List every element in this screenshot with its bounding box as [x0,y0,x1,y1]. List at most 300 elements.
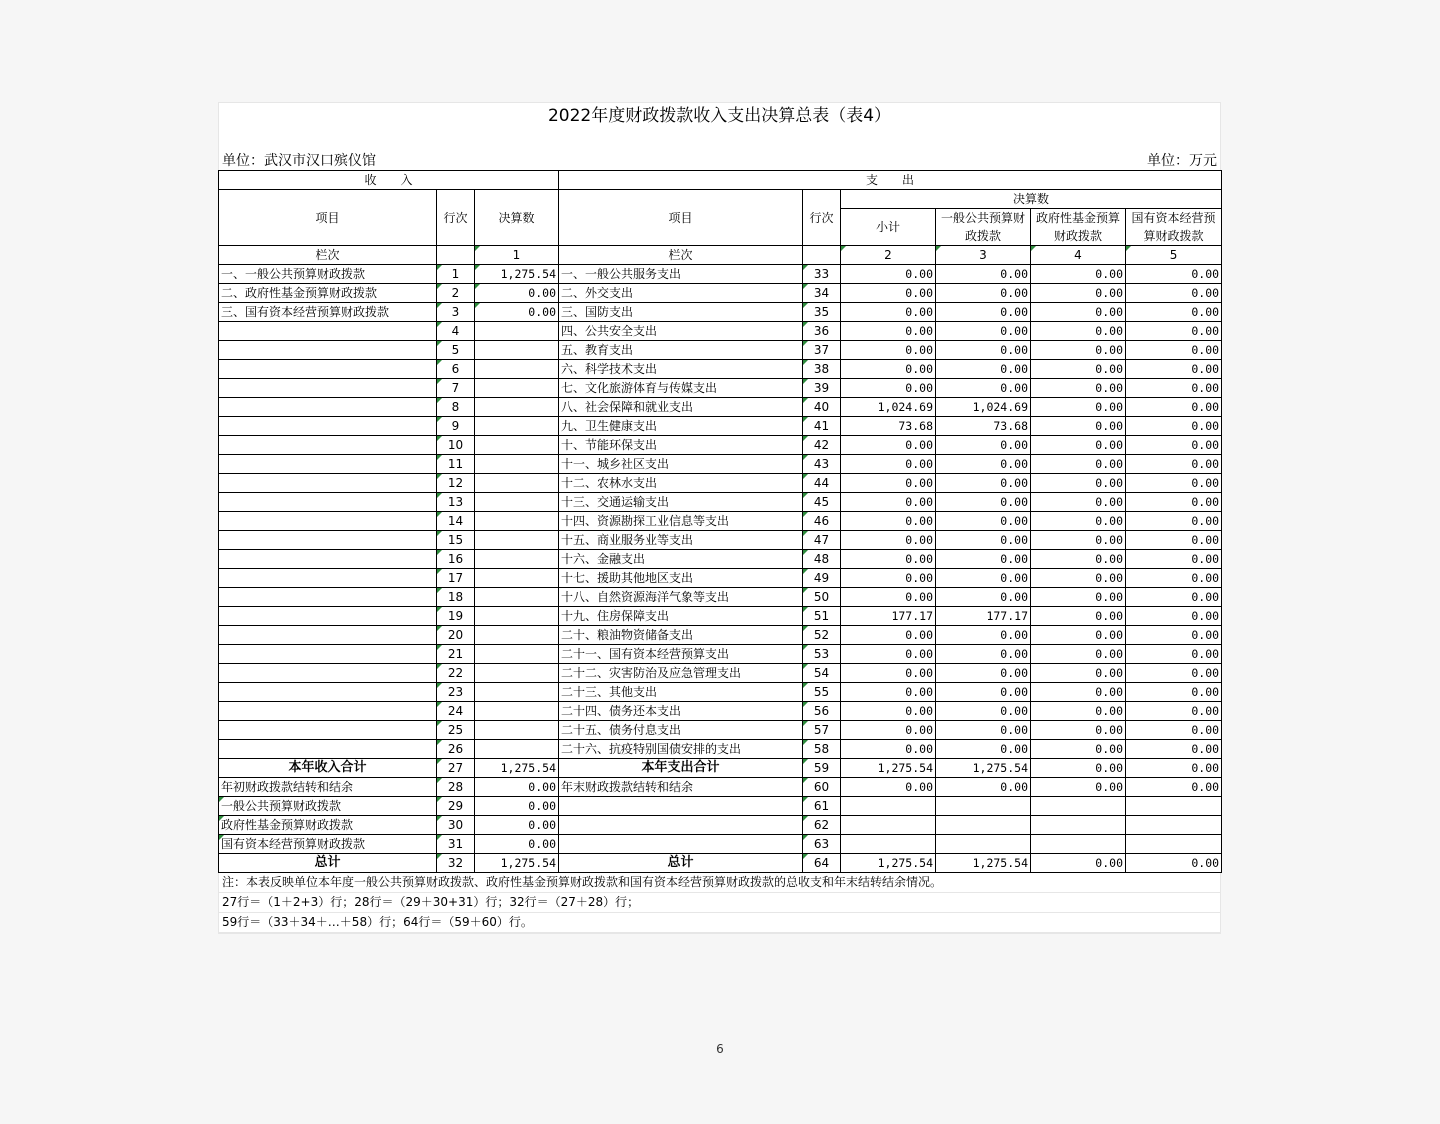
table-row [219,702,1222,721]
line-number: 26 [437,740,475,759]
amount-cell: 0.00 [936,265,1031,284]
amount-cell: 0.00 [1031,854,1126,873]
amount-cell: 0.00 [1126,474,1222,493]
juesuan-header: 决算数 [841,190,1222,209]
line-number: 45 [803,493,841,512]
income-item [219,341,437,360]
table-row [219,341,1222,360]
income-item [219,474,437,493]
carry-out-label: 年末财政拨款结转和结余 [559,778,803,797]
amount-cell: 0.00 [936,493,1031,512]
amount-cell: 0.00 [1031,360,1126,379]
grand-total-expense-label: 总计 [559,854,803,873]
amount-cell: 0.00 [475,303,559,322]
blank-cell [841,816,936,835]
expense-item: 十五、商业服务业等支出 [559,531,803,550]
amount-cell [475,341,559,360]
amount-cell: 0.00 [1126,740,1222,759]
table-row [219,379,1222,398]
table-row [219,607,1222,626]
amount-cell: 0.00 [841,284,936,303]
income-item: 二、政府性基金预算财政拨款 [219,284,437,303]
notes-section [218,873,1221,934]
expense-item: 十六、金融支出 [559,550,803,569]
expense-item: 三、国防支出 [559,303,803,322]
amount-cell: 177.17 [841,607,936,626]
amount-cell: 0.00 [841,436,936,455]
amount-cell: 1,024.69 [936,398,1031,417]
blank-cell [803,246,841,265]
expense-item: 十三、交通运输支出 [559,493,803,512]
amount-cell: 0.00 [475,797,559,816]
fund-header: 政府性基金预算财政拨款 [1031,209,1126,246]
amount-cell [475,436,559,455]
expense-line-header: 行次 [803,190,841,246]
amount-cell [475,474,559,493]
amount-cell: 0.00 [841,512,936,531]
line-number: 49 [803,569,841,588]
line-number: 37 [803,341,841,360]
amount-cell: 73.68 [841,417,936,436]
expense-item: 二十一、国有资本经营预算支出 [559,645,803,664]
amount-cell: 0.00 [1031,664,1126,683]
amount-cell: 0.00 [841,569,936,588]
carry-general-label: 一般公共预算财政拨款 [219,797,437,816]
expense-item: 十七、援助其他地区支出 [559,569,803,588]
amount-cell: 0.00 [1031,455,1126,474]
amount-cell: 1,275.54 [936,759,1031,778]
amount-cell: 0.00 [936,778,1031,797]
report-sheet [218,102,1221,934]
line-number: 9 [437,417,475,436]
amount-cell [475,550,559,569]
income-item [219,740,437,759]
amount-cell: 0.00 [1126,284,1222,303]
income-item [219,569,437,588]
amount-cell: 0.00 [1031,550,1126,569]
line-number: 20 [437,626,475,645]
blank-cell [841,797,936,816]
line-number: 54 [803,664,841,683]
amount-cell: 0.00 [936,645,1031,664]
subtotal-header: 小计 [841,209,936,246]
amount-cell: 0.00 [1031,588,1126,607]
line-number: 5 [437,341,475,360]
amount-cell: 0.00 [841,778,936,797]
blank-cell [1126,835,1222,854]
carry-fund-label: 政府性基金预算财政拨款 [219,816,437,835]
amount-cell: 0.00 [1031,683,1126,702]
expense-total-label: 本年支出合计 [559,759,803,778]
table-row [219,474,1222,493]
income-line-header: 行次 [437,190,475,246]
unit-row [218,150,1221,170]
line-number: 40 [803,398,841,417]
amount-cell: 0.00 [1031,531,1126,550]
income-item [219,626,437,645]
expense-header: 支 出 [559,171,1222,190]
amount-cell: 0.00 [1031,341,1126,360]
amount-cell: 0.00 [1126,493,1222,512]
amount-cell: 0.00 [1031,265,1126,284]
line-number: 39 [803,379,841,398]
line-number: 2 [437,284,475,303]
income-item [219,398,437,417]
income-item [219,531,437,550]
amount-cell: 0.00 [1031,322,1126,341]
amount-cell: 0.00 [1126,664,1222,683]
expense-item: 二十四、债务还本支出 [559,702,803,721]
amount-cell: 0.00 [841,721,936,740]
header-row-2 [219,190,1222,209]
amount-cell: 0.00 [841,588,936,607]
expense-item: 十八、自然资源海洋气象等支出 [559,588,803,607]
income-total-label: 本年收入合计 [219,759,437,778]
amount-cell: 0.00 [936,474,1031,493]
expense-item: 二十五、债务付息支出 [559,721,803,740]
amount-cell: 0.00 [1031,474,1126,493]
note-line: 27行＝（1＋2+3）行；28行＝（29＋30+31）行；32行＝（27＋28）行； [219,893,1220,913]
blank-cell [559,816,803,835]
amount-cell: 0.00 [936,455,1031,474]
line-number: 63 [803,835,841,854]
income-item [219,455,437,474]
amount-cell: 0.00 [936,721,1031,740]
amount-cell: 0.00 [1031,702,1126,721]
amount-cell: 0.00 [841,702,936,721]
table-row [219,436,1222,455]
amount-cell: 0.00 [841,360,936,379]
expense-item: 二十六、抗疫特别国债安排的支出 [559,740,803,759]
table-row [219,284,1222,303]
lanci-label: 栏次 [559,246,803,265]
amount-cell: 0.00 [841,474,936,493]
amount-cell: 0.00 [1031,379,1126,398]
amount-cell: 0.00 [475,835,559,854]
line-number: 44 [803,474,841,493]
table-row [219,645,1222,664]
amount-cell: 0.00 [1126,645,1222,664]
amount-cell: 0.00 [1126,303,1222,322]
line-number: 10 [437,436,475,455]
income-item [219,645,437,664]
amount-cell: 0.00 [841,740,936,759]
amount-cell: 0.00 [475,816,559,835]
line-number: 14 [437,512,475,531]
income-item [219,379,437,398]
amount-cell: 0.00 [936,341,1031,360]
line-number: 60 [803,778,841,797]
amount-cell: 73.68 [936,417,1031,436]
line-number: 25 [437,721,475,740]
amount-cell: 0.00 [936,531,1031,550]
income-total-row [219,759,1222,778]
table-row [219,550,1222,569]
expense-item: 八、社会保障和就业支出 [559,398,803,417]
line-number: 52 [803,626,841,645]
grand-total-row [219,854,1222,873]
amount-cell: 0.00 [936,702,1031,721]
blank-cell [936,835,1031,854]
amount-cell: 0.00 [1126,531,1222,550]
table-row [219,588,1222,607]
line-number: 58 [803,740,841,759]
budget-table [218,170,1222,873]
amount-cell: 177.17 [936,607,1031,626]
amount-cell: 0.00 [936,626,1031,645]
amount-cell [475,607,559,626]
amount-cell: 0.00 [1126,417,1222,436]
amount-cell [475,740,559,759]
line-number: 24 [437,702,475,721]
amount-cell: 0.00 [936,303,1031,322]
col-index: 3 [936,246,1031,265]
amount-cell: 0.00 [1126,512,1222,531]
carry-fund-row [219,816,1222,835]
income-item [219,702,437,721]
blank-cell [1031,797,1126,816]
expense-item: 六、科学技术支出 [559,360,803,379]
amount-cell [475,360,559,379]
table-row [219,360,1222,379]
income-item: 三、国有资本经营预算财政拨款 [219,303,437,322]
amount-cell: 0.00 [1031,721,1126,740]
amount-cell: 0.00 [1126,626,1222,645]
amount-cell [475,702,559,721]
amount-cell: 0.00 [1126,550,1222,569]
line-number: 33 [803,265,841,284]
amount-cell [475,721,559,740]
blank-cell [1031,816,1126,835]
amount-cell [475,664,559,683]
amount-cell: 0.00 [1126,360,1222,379]
expense-item: 二十、粮油物资储备支出 [559,626,803,645]
line-number: 29 [437,797,475,816]
amount-cell: 1,275.54 [475,265,559,284]
blank-cell [559,797,803,816]
amount-cell: 0.00 [841,493,936,512]
carry-state-row [219,835,1222,854]
amount-cell [475,322,559,341]
amount-cell: 0.00 [936,284,1031,303]
line-number: 64 [803,854,841,873]
amount-cell: 0.00 [1031,759,1126,778]
amount-cell: 0.00 [1031,645,1126,664]
amount-cell: 0.00 [936,664,1031,683]
line-number: 8 [437,398,475,417]
income-amount-header: 决算数 [475,190,559,246]
amount-cell: 0.00 [1126,778,1222,797]
amount-cell: 0.00 [1126,322,1222,341]
line-number: 32 [437,854,475,873]
line-number: 55 [803,683,841,702]
income-item [219,417,437,436]
table-row [219,265,1222,284]
blank-cell [1126,797,1222,816]
amount-cell: 0.00 [936,588,1031,607]
line-number: 1 [437,265,475,284]
line-number: 56 [803,702,841,721]
line-number: 19 [437,607,475,626]
line-number: 57 [803,721,841,740]
amount-cell [475,398,559,417]
line-number: 21 [437,645,475,664]
unit-organization: 单位：武汉市汉口殡仪馆 [222,153,376,169]
income-item [219,721,437,740]
table-row [219,493,1222,512]
table-row [219,569,1222,588]
table-row [219,664,1222,683]
amount-cell: 0.00 [1126,683,1222,702]
amount-cell: 1,275.54 [841,759,936,778]
line-number: 12 [437,474,475,493]
line-number: 47 [803,531,841,550]
amount-cell: 0.00 [841,683,936,702]
line-number: 43 [803,455,841,474]
amount-cell: 0.00 [936,512,1031,531]
carry-state-label: 国有资本经营预算财政拨款 [219,835,437,854]
amount-cell: 0.00 [841,455,936,474]
table-row [219,626,1222,645]
column-index-row [219,246,1222,265]
blank-cell [559,835,803,854]
line-number: 3 [437,303,475,322]
amount-cell: 0.00 [841,341,936,360]
line-number: 36 [803,322,841,341]
expense-item: 十二、农林水支出 [559,474,803,493]
table-row [219,531,1222,550]
amount-cell [475,379,559,398]
amount-cell: 0.00 [1031,740,1126,759]
table-row [219,512,1222,531]
line-number: 42 [803,436,841,455]
amount-cell: 0.00 [841,303,936,322]
line-number: 7 [437,379,475,398]
blank-cell [841,835,936,854]
amount-cell: 0.00 [1126,721,1222,740]
amount-cell [475,569,559,588]
amount-cell: 0.00 [1031,778,1126,797]
grand-total-income-label: 总计 [219,854,437,873]
table-row [219,398,1222,417]
amount-cell: 0.00 [936,322,1031,341]
income-item-header: 项目 [219,190,437,246]
amount-cell: 0.00 [1126,588,1222,607]
line-number: 6 [437,360,475,379]
line-number: 53 [803,645,841,664]
amount-cell: 0.00 [936,740,1031,759]
report-title: 2022年度财政拨款收入支出决算总表（表4） [218,102,1221,130]
col-index: 1 [475,246,559,265]
income-item [219,683,437,702]
line-number: 30 [437,816,475,835]
amount-cell: 0.00 [841,626,936,645]
table-row [219,455,1222,474]
amount-cell: 0.00 [1126,398,1222,417]
line-number: 16 [437,550,475,569]
col-index: 2 [841,246,936,265]
blank-cell [1126,816,1222,835]
col-index: 5 [1126,246,1222,265]
expense-item: 二、外交支出 [559,284,803,303]
note-line: 59行＝（33＋34＋…＋58）行；64行＝（59＋60）行。 [219,913,1220,933]
line-number: 18 [437,588,475,607]
income-item [219,322,437,341]
expense-item: 七、文化旅游体育与传媒支出 [559,379,803,398]
amount-cell: 0.00 [1031,436,1126,455]
income-item [219,436,437,455]
amount-cell: 1,275.54 [841,854,936,873]
general-header: 一般公共预算财政拨款 [936,209,1031,246]
amount-cell: 0.00 [1126,455,1222,474]
amount-cell: 0.00 [1031,569,1126,588]
lanci-label: 栏次 [219,246,437,265]
line-number: 50 [803,588,841,607]
table-row [219,721,1222,740]
line-number: 41 [803,417,841,436]
blank-cell [936,797,1031,816]
line-number: 46 [803,512,841,531]
expense-item: 四、公共安全支出 [559,322,803,341]
amount-cell: 0.00 [841,664,936,683]
line-number: 31 [437,835,475,854]
table-row [219,417,1222,436]
line-number: 35 [803,303,841,322]
blank-cell [1031,835,1126,854]
amount-cell [475,512,559,531]
expense-item: 十一、城乡社区支出 [559,455,803,474]
col-index: 4 [1031,246,1126,265]
amount-cell: 0.00 [1031,626,1126,645]
amount-cell: 1,275.54 [936,854,1031,873]
amount-cell: 0.00 [1031,398,1126,417]
amount-cell: 0.00 [936,360,1031,379]
blank-cell [437,246,475,265]
amount-cell: 0.00 [1031,417,1126,436]
table-row [219,303,1222,322]
expense-item-header: 项目 [559,190,803,246]
income-item [219,550,437,569]
amount-cell: 0.00 [1126,702,1222,721]
income-item [219,664,437,683]
amount-cell: 0.00 [841,322,936,341]
line-number: 59 [803,759,841,778]
amount-cell: 0.00 [1031,303,1126,322]
expense-item: 二十二、灾害防治及应急管理支出 [559,664,803,683]
amount-cell: 0.00 [1126,265,1222,284]
amount-cell: 0.00 [1031,284,1126,303]
amount-cell: 0.00 [1031,512,1126,531]
amount-cell: 0.00 [475,284,559,303]
income-item [219,493,437,512]
amount-cell: 0.00 [475,778,559,797]
expense-item: 十九、住房保障支出 [559,607,803,626]
amount-cell: 0.00 [1031,493,1126,512]
amount-cell [475,645,559,664]
amount-cell: 0.00 [936,550,1031,569]
page-number: 6 [716,1042,724,1056]
unit-currency: 单位：万元 [1147,153,1217,169]
state-header: 国有资本经营预算财政拨款 [1126,209,1222,246]
line-number: 27 [437,759,475,778]
amount-cell: 0.00 [936,379,1031,398]
line-number: 4 [437,322,475,341]
expense-item: 一、一般公共服务支出 [559,265,803,284]
amount-cell: 0.00 [841,550,936,569]
expense-item: 十四、资源勘探工业信息等支出 [559,512,803,531]
amount-cell: 0.00 [1126,436,1222,455]
line-number: 23 [437,683,475,702]
